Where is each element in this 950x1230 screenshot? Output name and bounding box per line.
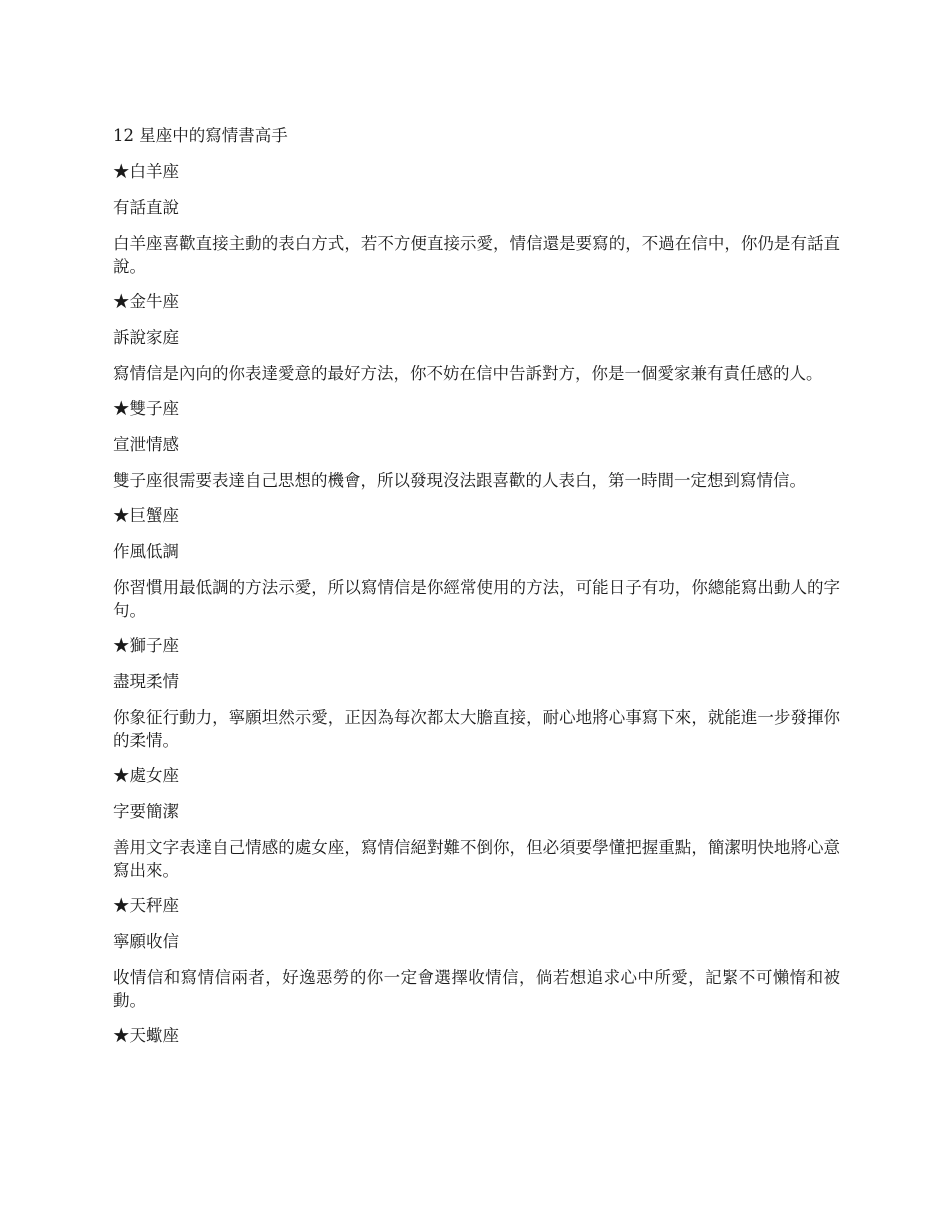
- sign-heading-leo: ★獅子座: [113, 636, 179, 655]
- subheading-virgo: 字要簡潔: [113, 802, 179, 821]
- document-page: [113, 124, 840, 1060]
- paragraph-libra: 收情信和寫情信兩者，好逸惡勞的你一定會選擇收情信，倘若想追求心中所愛，記緊不可懶惰和被動。: [113, 968, 840, 1010]
- sign-heading-scorpio: ★天蠍座: [113, 1026, 179, 1045]
- sign-heading-libra: ★天秤座: [113, 896, 179, 915]
- sign-heading-gemini: ★雙子座: [113, 399, 179, 418]
- subheading-aries: 有話直說: [113, 198, 179, 217]
- document-title: 12 星座中的寫情書高手: [113, 126, 288, 145]
- paragraph-cancer: 你習慣用最低調的方法示愛，所以寫情信是你經常使用的方法，可能日子有功，你總能寫出動人的字句。: [113, 578, 840, 620]
- paragraph-leo: 你象征行動力，寧願坦然示愛，正因為每次都太大膽直接，耐心地將心事寫下來，就能進一步發揮你的柔情。: [113, 708, 840, 750]
- subheading-cancer: 作風低調: [113, 542, 179, 561]
- sign-heading-taurus: ★金牛座: [113, 292, 179, 311]
- sign-heading-cancer: ★巨蟹座: [113, 506, 179, 525]
- subheading-taurus: 訴說家庭: [113, 328, 179, 347]
- paragraph-taurus: 寫情信是內向的你表達愛意的最好方法，你不妨在信中告訴對方，你是一個愛家兼有責任感的人。: [113, 364, 823, 383]
- subheading-leo: 盡現柔情: [113, 672, 179, 691]
- sign-heading-aries: ★白羊座: [113, 162, 179, 181]
- subheading-libra: 寧願收信: [113, 932, 179, 951]
- paragraph-virgo: 善用文字表達自己情感的處女座，寫情信絕對難不倒你，但必須要學懂把握重點，簡潔明快地將心意寫出來。: [113, 838, 840, 880]
- sign-heading-virgo: ★處女座: [113, 766, 179, 785]
- paragraph-gemini: 雙子座很需要表達自己思想的機會，所以發現沒法跟喜歡的人表白，第一時間一定想到寫情信。: [113, 471, 806, 490]
- paragraph-aries: 白羊座喜歡直接主動的表白方式，若不方便直接示愛，情信還是要寫的，不過在信中，你仍是有話直說。: [113, 234, 840, 276]
- subheading-gemini: 宣泄情感: [113, 435, 179, 454]
